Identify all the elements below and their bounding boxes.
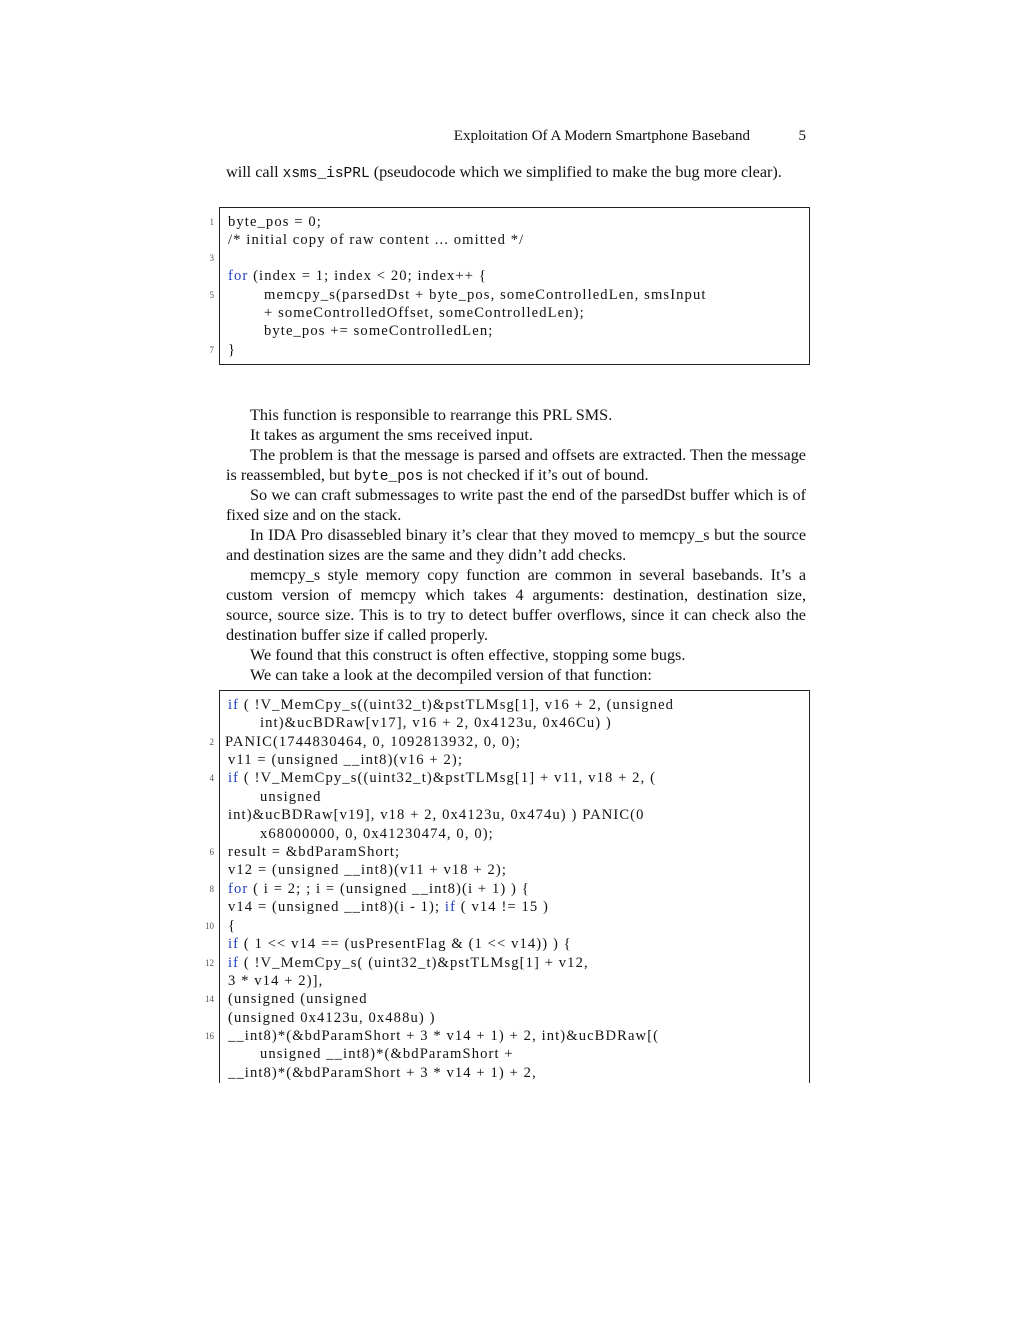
code-line bbox=[205, 1027, 809, 1045]
code-line bbox=[209, 213, 809, 231]
code-line bbox=[209, 880, 809, 898]
code-line bbox=[220, 898, 809, 916]
code-text-rest: ( 1 << v14 == (usPresentFlag & (1 << v14)) ) { bbox=[239, 936, 572, 952]
code-keyword: if bbox=[228, 770, 240, 786]
line-number: 7 bbox=[209, 345, 214, 355]
code-keyword: if bbox=[444, 899, 457, 915]
line-number: 6 bbox=[209, 847, 214, 857]
code-line bbox=[209, 249, 809, 267]
code-text: byte_pos = 0; bbox=[228, 214, 322, 230]
paragraph-text: The problem is that the message is parsed and offsets are extracted. Then the message is reassembled, but bbox=[226, 446, 806, 484]
code-text-rest: ( i = 2; ; i = (unsigned __int8)(i + 1) ) { bbox=[248, 881, 530, 897]
code-line bbox=[220, 1009, 809, 1027]
body-paragraph: This function is responsible to rearrange this PRL SMS. bbox=[250, 406, 613, 424]
body-paragraph: So we can craft submessages to write past the end of the parsedDst buffer which is of fixed size and on the stack. bbox=[226, 486, 806, 524]
code-text: int)&ucBDRaw[v17], v16 + 2, 0x4123u, 0x46Cu) ) bbox=[260, 715, 612, 731]
code-text-rest: ( !V_MemCpy_s((uint32_t)&pstTLMsg[1], v16 + 2, (unsigned bbox=[239, 697, 675, 713]
line-number: 5 bbox=[209, 290, 214, 300]
line-number: 8 bbox=[209, 884, 214, 894]
code-listing-2 bbox=[205, 690, 810, 1083]
code-text: (unsigned 0x4123u, 0x488u) ) bbox=[228, 1010, 436, 1026]
body-paragraph: In IDA Pro disassebled binary it’s clear that they moved to memcpy_s but the source and destination sizes are the same and they didn’t add checks. bbox=[226, 526, 806, 564]
code-line bbox=[209, 341, 809, 359]
code-text bbox=[228, 696, 674, 714]
code-line bbox=[209, 733, 809, 751]
body-paragraph: We can take a look at the decompiled version of that function: bbox=[250, 666, 652, 684]
intro-paragraph bbox=[226, 162, 806, 184]
code-text: v12 = (unsigned __int8)(v11 + v18 + 2); bbox=[228, 862, 508, 878]
code-keyword: if bbox=[228, 697, 240, 713]
code-text: } bbox=[228, 342, 237, 358]
code-line bbox=[220, 1045, 809, 1063]
body-paragraph: We found that this construct is often effective, stopping some bugs. bbox=[250, 646, 686, 664]
code-text-rest: ( !V_MemCpy_s((uint32_t)&pstTLMsg[1] + v11, v18 + 2, ( bbox=[239, 770, 657, 786]
body-paragraph: memcpy_s style memory copy function are common in several basebands. It’s a custom version of memcpy which takes 4 arguments: destination, destination size, source, source size. This is to try to detect buffer overflows, since it can check also the destination buffer size if called properly. bbox=[226, 566, 806, 644]
code-text bbox=[228, 935, 572, 953]
code-text: unsigned __int8)*(&bdParamShort + bbox=[260, 1046, 514, 1062]
line-number: 16 bbox=[205, 1031, 214, 1041]
line-number: 10 bbox=[205, 921, 214, 931]
code-keyword: for bbox=[228, 881, 249, 897]
code-line bbox=[220, 806, 809, 824]
code-text: memcpy_s(parsedDst + byte_pos, someControlledLen, smsInput bbox=[264, 287, 707, 303]
code-text: int)&ucBDRaw[v19], v18 + 2, 0x4123u, 0x474u) ) PANIC(0 bbox=[228, 807, 645, 823]
code-text: result = &bdParamShort; bbox=[228, 844, 401, 860]
code-text: __int8)*(&bdParamShort + 3 * v14 + 1) + 2, bbox=[228, 1065, 537, 1081]
code-line bbox=[220, 304, 809, 322]
code-line bbox=[220, 1064, 809, 1082]
running-title: Exploitation Of A Modern Smartphone Baseband bbox=[453, 128, 750, 144]
intro-text-after: (pseudocode which we simplified to make the bug more clear). bbox=[369, 163, 782, 181]
code-text: unsigned bbox=[260, 789, 322, 805]
line-number: 4 bbox=[209, 773, 214, 783]
code-text: 3 * v14 + 2)], bbox=[228, 973, 324, 989]
running-header bbox=[226, 126, 806, 146]
code-line bbox=[220, 972, 809, 990]
code-text bbox=[228, 267, 487, 285]
code-text bbox=[228, 954, 589, 972]
line-number: 1 bbox=[209, 217, 214, 227]
code-line bbox=[220, 825, 809, 843]
code-text: + someControlledOffset, someControlledLen); bbox=[264, 305, 585, 321]
code-text: byte_pos += someControlledLen; bbox=[264, 323, 494, 339]
code-line bbox=[205, 917, 809, 935]
code-line bbox=[209, 769, 809, 787]
code-text-rest: (index = 1; index < 20; index++ { bbox=[248, 268, 487, 284]
line-number: 3 bbox=[209, 253, 214, 263]
intro-text-before: will call bbox=[226, 163, 283, 181]
code-line bbox=[220, 861, 809, 879]
inline-code: byte_pos bbox=[353, 469, 424, 485]
line-number: 14 bbox=[205, 994, 214, 1004]
code-keyword: for bbox=[228, 268, 249, 284]
code-text bbox=[228, 880, 530, 898]
line-number: 2 bbox=[209, 737, 214, 747]
code-line bbox=[220, 267, 809, 285]
body-paragraph bbox=[226, 445, 806, 487]
code-line bbox=[220, 322, 809, 340]
paragraph-text: is not checked if it’s out of bound. bbox=[423, 466, 649, 484]
code-line bbox=[220, 788, 809, 806]
code-keyword: if bbox=[228, 936, 240, 952]
body-paragraph: It takes as argument the sms received input. bbox=[250, 426, 533, 444]
code-text: /* initial copy of raw content ... omitted */ bbox=[228, 232, 525, 248]
code-line bbox=[205, 990, 809, 1008]
code-text bbox=[228, 769, 656, 787]
code-text bbox=[228, 898, 549, 916]
code-line bbox=[220, 751, 809, 769]
code-text-rest: ( !V_MemCpy_s( (uint32_t)&pstTLMsg[1] + v12, bbox=[239, 955, 589, 971]
page-number: 5 bbox=[798, 128, 806, 144]
code-text: v11 = (unsigned __int8)(v16 + 2); bbox=[228, 752, 464, 768]
code-line bbox=[220, 714, 809, 732]
code-text: (unsigned (unsigned bbox=[228, 991, 368, 1007]
code-keyword: if bbox=[228, 955, 240, 971]
line-number: 12 bbox=[205, 958, 214, 968]
code-line bbox=[209, 843, 809, 861]
code-text: PANIC(1744830464, 0, 1092813932, 0, 0); bbox=[225, 734, 522, 750]
code-line bbox=[220, 935, 809, 953]
code-listing-1 bbox=[209, 207, 810, 365]
intro-code-function-name: xsms_isPRL bbox=[282, 166, 370, 182]
code-text-rest: v14 = (unsigned __int8)(i - 1); bbox=[228, 899, 445, 915]
code-line bbox=[205, 954, 809, 972]
code-text: { bbox=[228, 918, 237, 934]
code-line bbox=[220, 696, 809, 714]
code-text: x68000000, 0, 0x41230474, 0, 0); bbox=[260, 826, 494, 842]
code-line bbox=[209, 286, 809, 304]
code-line bbox=[220, 231, 809, 249]
code-text: __int8)*(&bdParamShort + 3 * v14 + 1) + 2, int)&ucBDRaw[( bbox=[228, 1028, 660, 1044]
code-text-rest: ( v14 != 15 ) bbox=[456, 899, 549, 915]
